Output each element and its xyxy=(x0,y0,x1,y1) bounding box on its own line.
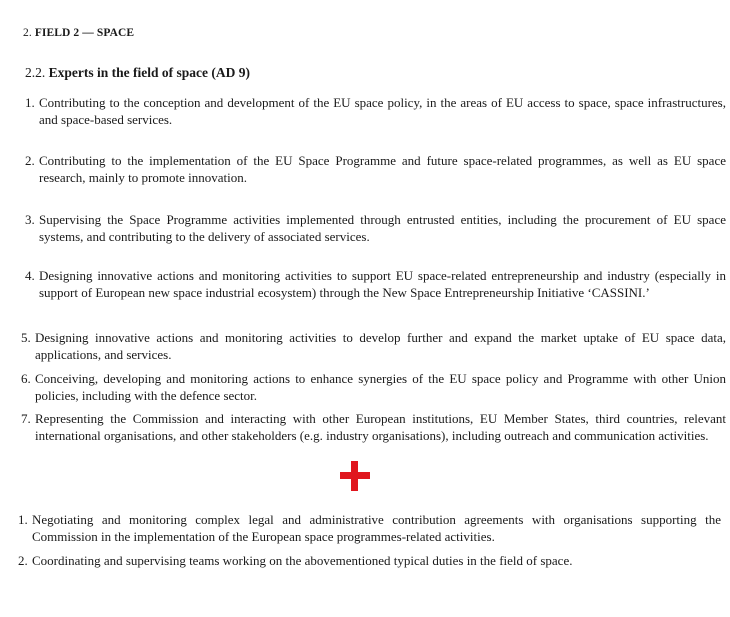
duty-number: 4. xyxy=(25,268,35,283)
duty-item-2 xyxy=(25,152,726,186)
duty-text: Negotiating and monitoring complex legal and administrative contribution agreements with organisations supporting the Commission in the implementation of the European space programmes-related activities. xyxy=(32,512,721,544)
duty-item-7 xyxy=(21,410,726,444)
section-heading xyxy=(25,65,250,81)
duty-number: 1. xyxy=(18,512,28,527)
duty-number: 2. xyxy=(18,553,28,568)
duty-item-3 xyxy=(25,211,726,245)
additional-duty-item-2 xyxy=(18,552,721,569)
duty-text: Representing the Commission and interacting with other European institutions, EU Member States, third countries, relevant international organisations, and other stakeholders (e.g. industry organisations), including outreach and communication activities. xyxy=(35,411,726,443)
additional-duty-item-1 xyxy=(18,511,721,545)
section-number: 2.2. xyxy=(25,65,46,80)
field-title: FIELD 2 — SPACE xyxy=(34,27,135,39)
duty-number: 6. xyxy=(21,371,31,386)
duty-text: Contributing to the conception and development of the EU space policy, in the areas of EU access to space, space infrastructures, and space-based services. xyxy=(39,95,726,127)
duty-item-6 xyxy=(21,370,726,404)
duty-number: 3. xyxy=(25,212,35,227)
duty-text: Supervising the Space Programme activities implemented through entrusted entities, including the procurement of EU space systems, and contributing to the delivery of associated services. xyxy=(39,212,726,244)
duty-item-5 xyxy=(21,329,726,363)
plus-icon xyxy=(340,461,370,491)
duty-item-1 xyxy=(25,94,726,128)
duty-number: 1. xyxy=(25,95,35,110)
duty-number: 7. xyxy=(21,411,31,426)
duty-text: Designing innovative actions and monitoring activities to develop further and expand the market uptake of EU space data, applications, and services. xyxy=(35,330,726,362)
duty-text: Coordinating and supervising teams working on the abovementioned typical duties in the field of space. xyxy=(32,553,573,568)
duty-number: 2. xyxy=(25,153,35,168)
field-heading xyxy=(23,27,134,39)
duty-text: Designing innovative actions and monitoring activities to support EU space-related entrepreneurship and industry (especially in support of European new space industrial ecosystem) through the New Space Entrepreneurship Initiative ‘CASSINI.’ xyxy=(39,268,726,300)
duty-text: Contributing to the implementation of the EU Space Programme and future space-related programmes, as well as EU space research, mainly to promote innovation. xyxy=(39,153,726,185)
duty-number: 5. xyxy=(21,330,31,345)
duty-text: Conceiving, developing and monitoring actions to enhance synergies of the EU space policy and Programme with other Union policies, including with the defence sector. xyxy=(35,371,726,403)
section-title: Experts in the field of space (AD 9) xyxy=(48,65,250,80)
duty-item-4 xyxy=(25,267,726,301)
field-number: 2. xyxy=(23,27,32,39)
